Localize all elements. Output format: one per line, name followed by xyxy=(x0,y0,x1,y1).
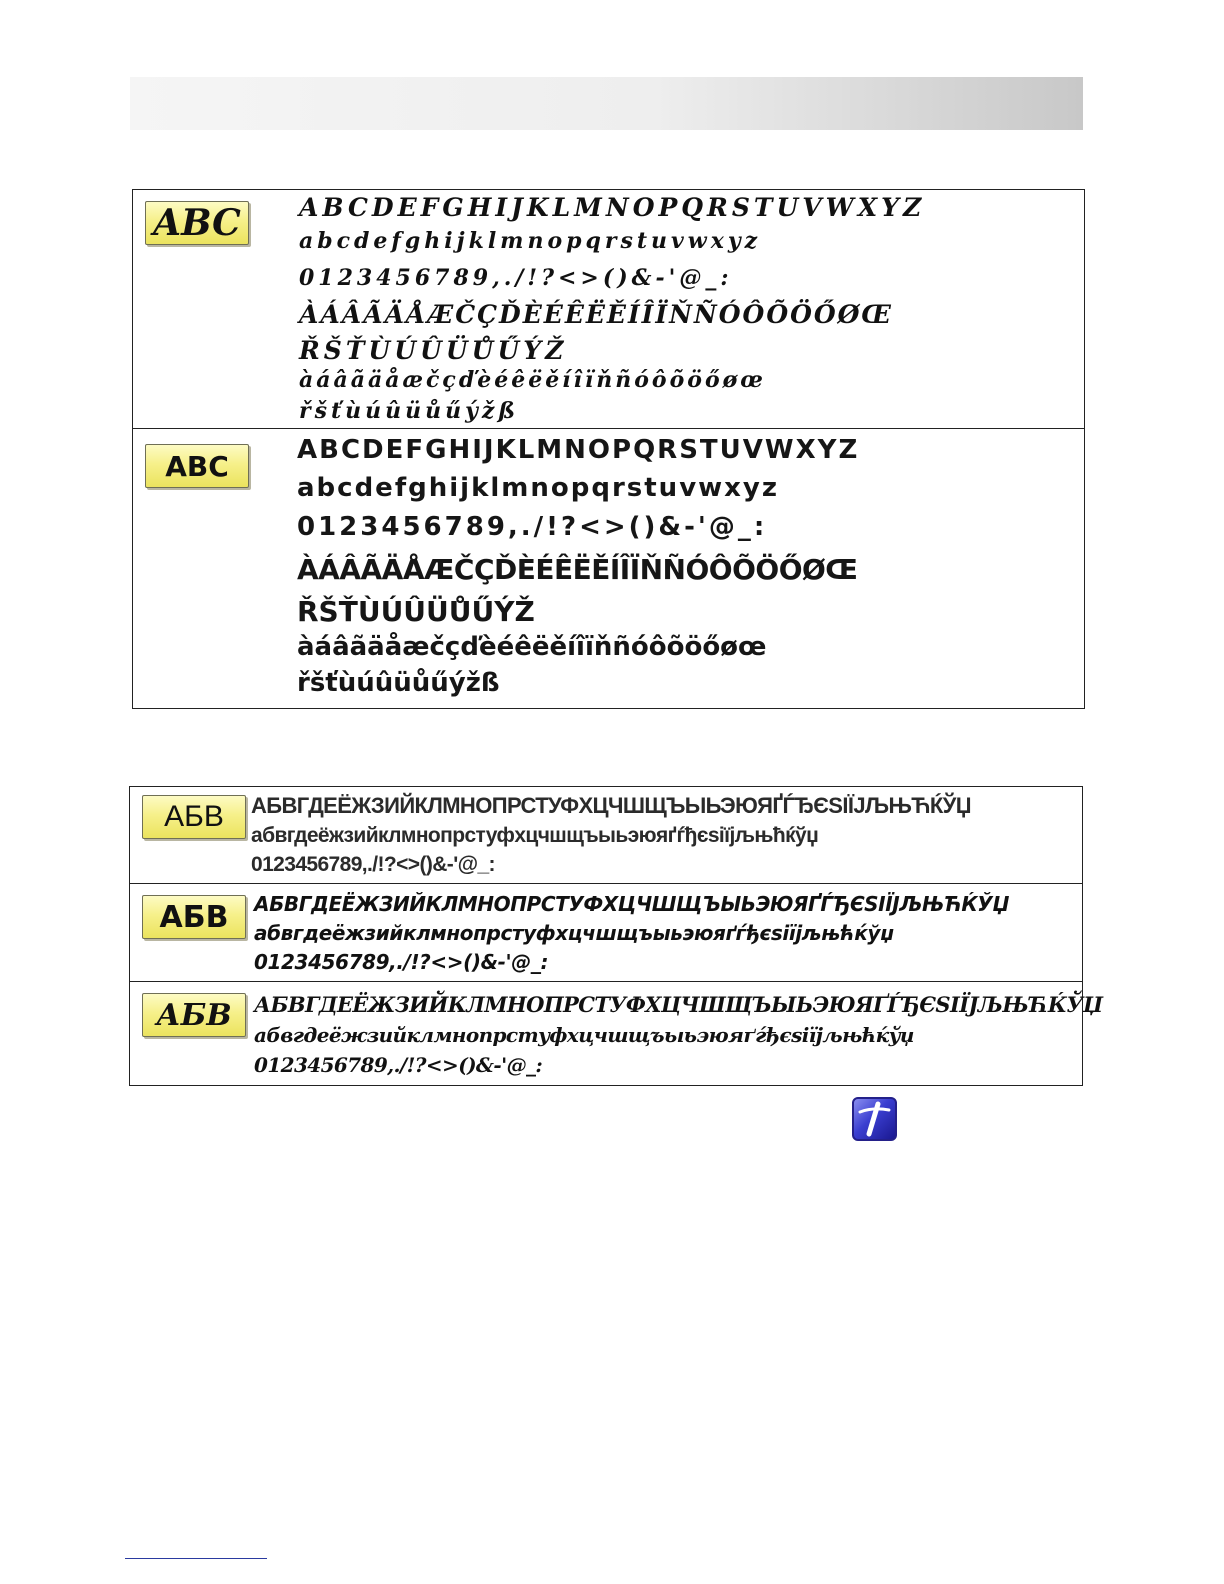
charset-line: ÀÁÂÃÄÅÆČÇĎÈÉÊËĚÍÎÏŇÑÓÔÕÖŐØŒ xyxy=(299,300,893,329)
charset-line: абвгдеёжзийклмнопрстуфхцчшщъыьэюяґѓђєѕіїјљњћќўџ xyxy=(251,824,819,847)
charset-line: АБВГДЕЁЖЗИЙКЛМНОПРСТУФХЦЧШЩЪЫЬЭЮЯҐЃЂЄЅІЇЈЉЊЋЌЎЏ xyxy=(251,793,972,818)
charset-line: АБВГДЕЁЖЗИЙКЛМНОПРСТУФХЦЧШЩЪЫЬЭЮЯҐЃЂЄЅІЇЈЉЊЋЌЎЏ xyxy=(254,892,1009,916)
font-row-geometric xyxy=(133,428,1084,709)
charset-line: abcdefghijklmnopqrstuvwxyz xyxy=(299,228,762,254)
charset-line: ŘŠŤÙÚÛÜŮŰÝŽ xyxy=(297,595,535,628)
chapter-header-bar xyxy=(130,77,1083,130)
font-row-script xyxy=(133,190,1084,428)
charset-line: абвгдеёжзийклмнопрстуфхцчшщъыьэюяґѓђєѕіїјљњћќўџ xyxy=(254,921,894,945)
charset-line: 0123456789,./!?<>()&-'@_: xyxy=(297,512,768,542)
footer-rule xyxy=(125,1558,267,1559)
charset-line: 0123456789,./!?<>()&-'@_: xyxy=(251,853,495,876)
charset-line: řšťùúûüůűýžß xyxy=(297,668,500,698)
font-row-cyrillic-sans xyxy=(130,787,1082,883)
charset-line: ŘŠŤÙÚÛÜŮŰÝŽ xyxy=(299,336,568,365)
charset-line: 0123456789,./!?<>()&-'@_: xyxy=(299,265,733,291)
font-row-cyrillic-serif xyxy=(130,981,1103,1085)
charset-line: řšťùúûüůűýžß xyxy=(299,398,520,424)
charset-line: 0123456789,./!?<>()&-'@_: xyxy=(254,1053,543,1077)
font-sample-button-cyrillic-italic-sans[interactable]: АБВ xyxy=(142,895,246,939)
charset-line: АБВГДЕЁЖЗИЙКЛМНОПРСТУФХЦЧШЩЪЫЬЭЮЯҐЃЂЄЅІЇЈЉЊЋЌЎЏ xyxy=(254,992,1103,1017)
font-sample-button-cyrillic-sans[interactable]: АБВ xyxy=(142,795,246,839)
font-sample-button-geometric[interactable]: ABC xyxy=(145,444,249,488)
italic-f-glyph-icon xyxy=(854,1099,895,1139)
charset-line: àáâãäåæčçďèéêëěíîïňñóôõöőøœ xyxy=(299,367,766,393)
charset-line: ABCDEFGHIJKLMNOPQRSTUVWXYZ xyxy=(299,193,926,222)
font-sample-button-script[interactable]: ABC xyxy=(145,201,249,245)
charset-line: ÀÁÂÃÄÅÆČÇĎÈÉÊËĚÍÎÏŇÑÓÔÕÖŐØŒ xyxy=(297,553,858,586)
charset-line: abcdefghijklmnopqrstuvwxyz xyxy=(297,473,780,503)
font-sample-button-cyrillic-serif[interactable]: АБВ xyxy=(142,993,246,1037)
charset-line: абвгдеёжзийклмнопрстуфхцчшщъыьэюяґѓђєѕіїјљњћќўџ xyxy=(254,1023,914,1047)
charset-line: àáâãäåæčçďèéêëěíîïňñóôõöőøœ xyxy=(297,632,767,662)
cyrillic-font-table xyxy=(129,786,1103,1086)
charset-line: 0123456789,./!?<>()&-'@_: xyxy=(254,950,549,974)
charset-line: ABCDEFGHIJKLMNOPQRSTUVWXYZ xyxy=(297,435,860,465)
latin-font-table xyxy=(132,189,1085,709)
font-row-cyrillic-italic-sans xyxy=(130,883,1082,981)
italic-f-logo-icon xyxy=(852,1097,897,1141)
